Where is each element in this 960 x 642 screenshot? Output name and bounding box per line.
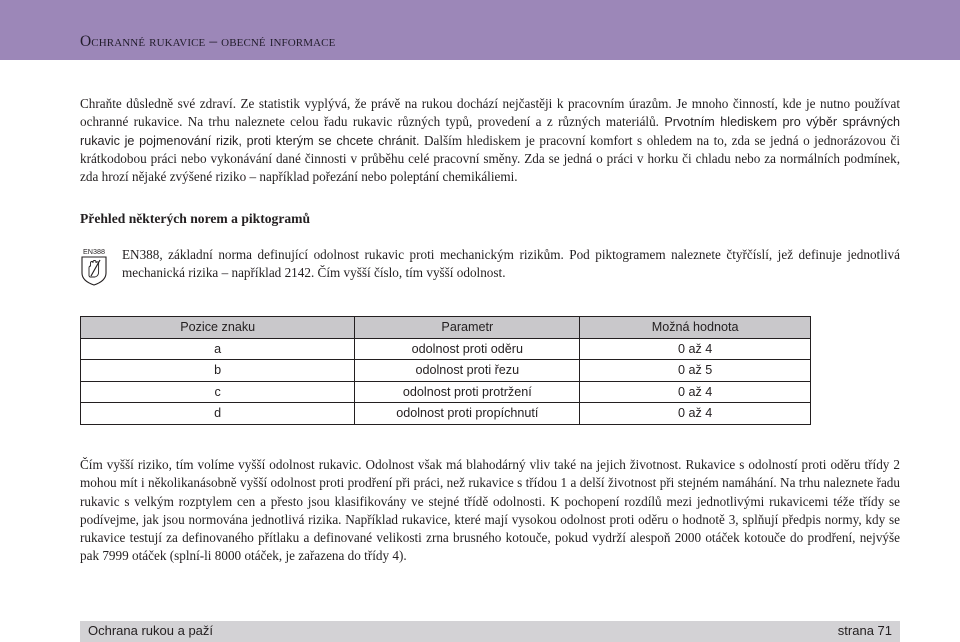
hand-glyph (89, 261, 99, 278)
table-row (81, 360, 811, 382)
table-cell: odolnost proti protržení (355, 381, 580, 403)
table-cell: c (81, 381, 355, 403)
footer-band (80, 621, 900, 642)
table-cell: odolnost proti řezu (355, 360, 580, 382)
intro-text-3: Dalším hlediskem je pracovní komfort s ohledem na to, zda se jedná o jednorázovou či krátkodobou práci nebo vykonávání dané činnosti v průběhu celé pracovní směny. Zda se jedná o práci v horku či chladu nebo za normálních podmínek, zda hrozí nějaké zvýšené riziko – například pořezání nebo poleptání chemikáliemi. (80, 132, 900, 185)
table-cell: 0 až 4 (580, 338, 811, 360)
table-cell: 0 až 4 (580, 403, 811, 425)
en388-description: EN388, základní norma definující odolnost rukavic proti mechanickým rizikům. Pod piktogramem naleznete čtyřčíslí, jež definuje jednotlivá mechanická rizika – například 2142. Čím vyšší číslo, tím vyšší odolnost. (122, 247, 900, 281)
page-title: Ochranné rukavice – obecné informace (80, 33, 336, 50)
table-row (81, 338, 811, 360)
column-header: Parametr (355, 317, 580, 339)
conclusion-paragraph: Čím vyšší riziko, tím volíme vyšší odolnost rukavic. Odolnost však má blahodárný vliv také na jejich životnost. Rukavice s odolností proti oděru třídy 2 mohou mít i několikanásobně vyšší odolnost proti prodření při práci, než rukavice s třídou 1 a delší životnost při stejném namáhání. Na trhu naleznete řadu rukavic s velkým rozptylem cen a přesto jsou klasifikovány ve stejné třídě odolnosti. K pochopení rozdílů mezi jednotlivými rukavicemi téže třídy se podívejme, jak jsou normována jednotlivá rizika. Například rukavice, které mají vysokou odolnost proti oděru o hodnotě 3, splňují předpis normy, kdy se rukavice testují za definovaného přítlaku a definované velikosti zrna brusného kotouče, pokud vydrží alespoň 2000 otáček kotouče do prodření, nejvýše pak 7999 otáček (splní-li 8000 otáček, je zařazena do třídy 4). (80, 457, 900, 564)
column-header: Pozice znaku (81, 317, 355, 339)
table-header-row (81, 317, 811, 339)
table-cell: odolnost proti propíchnutí (355, 403, 580, 425)
footer-section-title: Ochrana rukou a paží (88, 623, 214, 638)
table-cell: a (81, 338, 355, 360)
page-number: strana 71 (837, 623, 892, 638)
intro-paragraph (80, 95, 900, 186)
intro-text-1: Chraňte důsledně své zdraví. Ze statistik vyplývá, že právě na rukou dochází nejčastěji k pracovním úrazům. Je mnoho činností, kde je nutno používat ochranné rukavice. Na trhu naleznete celou řadu rukavic různých typů, provedení a z různých materiálů. (80, 96, 900, 130)
en388-shield-hand-icon (80, 246, 108, 286)
intro-text-2: Prvotním hlediskem pro výběr správných rukavic je pojmenování rizik, proti kterým se chcete chránit. (80, 115, 900, 148)
table-row (81, 381, 811, 403)
header-band (0, 0, 960, 60)
section-heading: Přehled některých norem a piktogramů (80, 211, 311, 226)
table-row (81, 403, 811, 425)
en388-pictogram-label: EN388 (83, 247, 105, 256)
table-cell: odolnost proti oděru (355, 338, 580, 360)
table-cell: b (81, 360, 355, 382)
en388-table (80, 316, 811, 425)
column-header: Možná hodnota (580, 317, 811, 339)
table-cell: 0 až 5 (580, 360, 811, 382)
en388-pictogram-graphic (80, 246, 108, 286)
table-cell: d (81, 403, 355, 425)
table-cell: 0 až 4 (580, 381, 811, 403)
